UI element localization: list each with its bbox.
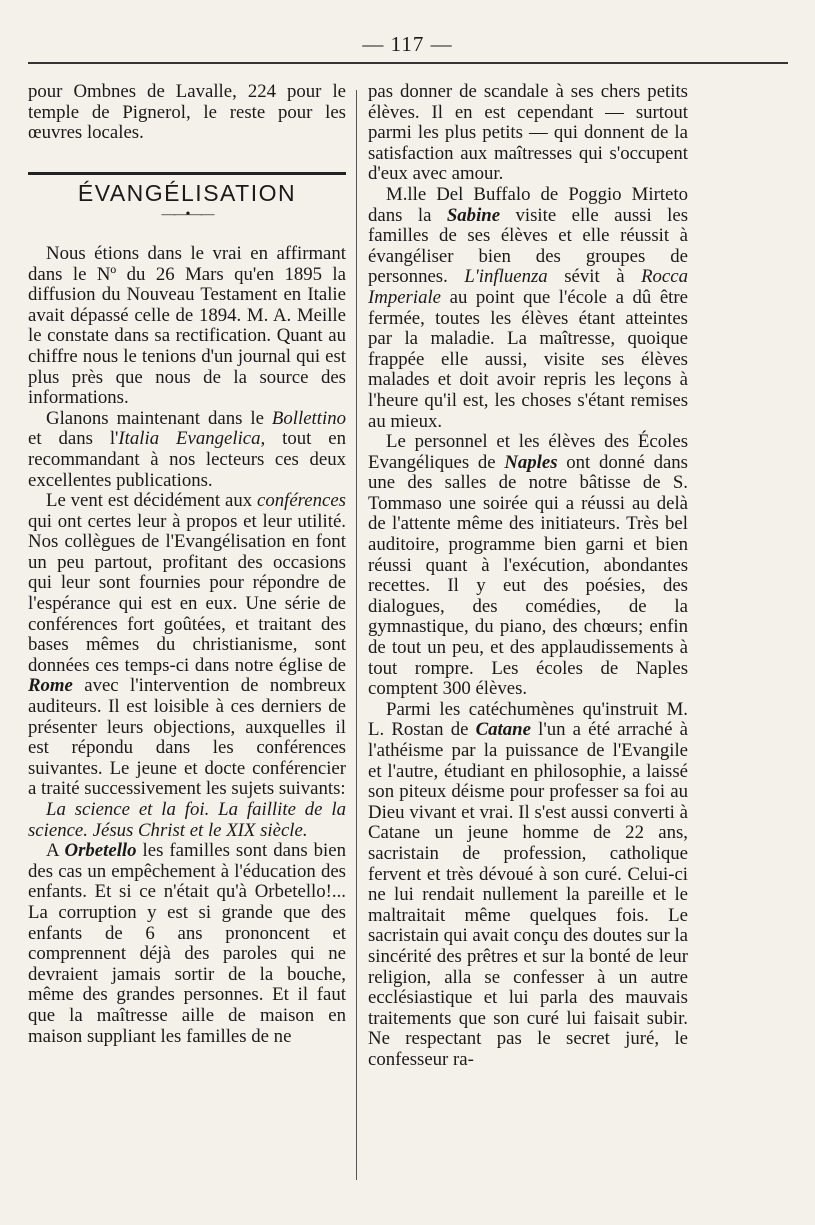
lecture-topics: La science et la foi. La faillite de la science. Jésus Christ et le XIX siècle. <box>28 799 346 841</box>
paragraph <box>368 185 688 432</box>
publication-title: Italia Evangelica, <box>118 428 266 450</box>
text-run: Parmi les catéchumènes qu'instruit M. L. Rostan de <box>368 698 688 741</box>
text-run: Le personnel et les élèves des Écoles Evangéliques de <box>368 431 688 473</box>
text-run: ont donné dans une des salles de notre bâtisse de S. Tommaso une soirée qui a réussi au delà de l'attente même des initiateurs. Très bel auditoire, programme bien garni et bien réussi quant à l'exécution, abondantes recettes. Il y eut des poésies, des dialogues, des comédies, de la gymnastique, du piano, des chœurs; enfin de tout un peu, et des applaudissements à tout rompre. Les écoles de Naples comptent 300 élèves. <box>368 451 688 700</box>
text-run: A <box>46 840 65 862</box>
publication-title: Bollettino <box>271 407 346 429</box>
place-name: Orbetello <box>64 840 137 862</box>
emphasis: conférences <box>257 490 346 512</box>
paragraph <box>28 841 346 1047</box>
text-run: Le vent est décidément aux <box>46 490 257 512</box>
emphasis: L'influenza <box>464 266 548 288</box>
paragraph <box>368 432 688 700</box>
place-name: Rome <box>28 675 73 697</box>
paragraph: Nous étions dans le vrai en affirmant dans le Nº du 26 Mars qu'en 1895 la diffusion du Nouveau Testament en Italie avait dépassé celle de 1894. M. A. Meille le constate dans sa rectification. Quant au chiffre nous le tenions d'un journal qui est plus près que nous de la source des informations. <box>28 242 346 409</box>
text-run: les familles sont dans bien des cas un empêchement à l'éducation des enfants. Et si ce n'était qu'à Orbetello!... La corruption y est si grande que des enfants de 6 ans prononcent et comprennent déjà des paroles qui ne devraient jamais sortir de la bouche, même des grandes personnes. Et il faut que la maîtresse aille de maison en maison suppliant les familles de ne <box>28 840 346 1047</box>
text-run: et dans l' <box>28 428 119 450</box>
left-column <box>28 82 346 1047</box>
text-run: au point que l'école a dû être fermée, toutes les élèves étant atteintes par la maladie. La maîtresse, quoique frappée elle aussi, visite ses élèves malades et doit avoir repris les leçons à l'heure qu'il est, les choses s'étant remises au mieux. <box>368 286 688 432</box>
header-rule <box>28 62 788 64</box>
text-run: l'un a été arraché à l'athéisme par la puissance de l'Evangile et l'autre, étudiant en philosophie, a laissé son piteux déisme pour professer sa foi au Dieu vivant et vrai. Il s'est aussi converti à Catane un jeune homme de 22 ans, sacristain de profession, catholique fervent et très dévoué à son curé. Celui-ci ne lui rendait nullement la pareille et le maltraitait même quelques fois. Le sacristain qui avait conçu des doutes sur la sincérité des prêtres et sur la bonté de leur religion, alla se confesser à un autre ecclésiastique et lui parla des mauvais traitements que son curé lui faisait subir. Ne respectant pas le secret juré, le confesseur ra- <box>368 719 688 1070</box>
section-title: ÉVANGÉLISATION <box>77 179 297 206</box>
place-name: Catane <box>475 719 531 741</box>
paragraph: pas donner de scandale à ses chers petits élèves. Il en est cependant — surtout parmi les plus petits — qui donnent de la satisfaction aux maîtresses qui s'occupent d'eux avec amour. <box>368 81 688 185</box>
text-run: avec l'intervention de nombreux auditeurs. Il est loisible à ces derniers de présenter leurs objections, auxquelles il est répondu dans les conférences suivantes. Le jeune et docte conférencier a traité successivement les sujets suivants: <box>28 675 346 800</box>
text-run: M.lle Del Buffalo de Poggio Mirteto dans la <box>368 183 688 226</box>
ornament-divider: ——•—— <box>161 207 213 223</box>
paragraph <box>28 409 346 491</box>
text-run: qui ont certes leur à propos et leur utilité. Nos collègues de l'Evangélisation en font un peu partout, profitant des occasions qui leur sont fournies pour répondre de l'espérance qui est en eux. Une série de conférences fort goûtées, et traitant des bases mêmes du christianisme, sont données ces temps-ci dans notre église de <box>28 510 346 676</box>
paragraph <box>28 491 346 800</box>
column-divider <box>356 90 357 1180</box>
text-run: Glanons maintenant dans le <box>46 407 272 429</box>
paragraph <box>28 800 346 841</box>
paragraph <box>368 700 688 1071</box>
page-number: — 117 — <box>362 32 453 56</box>
text-run: visite elle aussi les familles de ses élèves et elle réussit à évangéliser bien des groupes de personnes. <box>368 204 688 288</box>
section-separator <box>28 172 346 175</box>
place-name: Rocca Imperiale <box>368 266 688 308</box>
place-name: Sabine <box>446 204 501 226</box>
text-run: tout en recommandant à nos lecteurs ces deux excellentes publications. <box>28 428 346 491</box>
text-run: sévit à <box>547 266 642 288</box>
place-name: Naples <box>504 451 558 473</box>
intro-paragraph: pour Ombnes de Lavalle, 224 pour le temple de Pignerol, le reste pour les œuvres locales. <box>28 81 346 144</box>
right-column <box>368 82 688 1071</box>
